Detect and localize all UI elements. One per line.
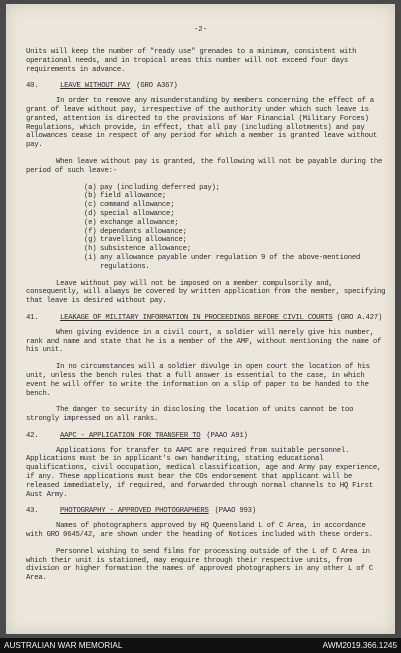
section-number: 42. — [26, 431, 39, 440]
section-number: 43. — [26, 507, 39, 516]
section-paragraph: Personnel wishing to send films for processing outside of the L of C Area in which their unit is stationed, may enquire through their respective units, from division or higher formation the names of approved photographers in any other L of C Area. — [26, 547, 373, 583]
document-body — [26, 48, 386, 591]
section-paragraph: In no circumstances will a soldier divulge in open court the location of his unit, unless the bench rules that a full answer is essential to the case, in which event he will offer to write the information on a slip of paper to be handed to the bench. — [26, 363, 370, 398]
list-item: (a) pay (including deferred pay); — [84, 183, 220, 192]
section-reference: (GRO A367) — [136, 82, 178, 91]
archive-footer — [0, 638, 401, 653]
list-item: (i) any allowance payable under regulation 9 of the above-mentioned regulations. — [84, 253, 361, 271]
footer-source: AUSTRALIAN WAR MEMORIAL — [4, 641, 123, 650]
section-paragraph: Applications for transfer to AAPC are required from suitable personnel. Applications must be in applicant's own handwriting, stating educational qualifications, civil occupation, medical classification, age and Army pay experience, if any. These applications must bear the COs endorsement that applicant will be released immediately, if required, and forwarded through normal channels to HQ First Aust Army. — [26, 446, 382, 499]
section-reference: (PAAO A91) — [206, 431, 248, 440]
page-number: -2- — [193, 26, 208, 34]
section-paragraph: When giving evidence in a civil court, a soldier will merely give his number, rank and name and state that he is a member of the AMF, without mentioning the name of his unit. — [26, 328, 382, 355]
document-page — [6, 4, 395, 634]
section-title: AAPC - APPLICATION FOR TRANSFER TO — [60, 431, 201, 440]
section-number: 41. — [26, 313, 39, 322]
list-item: (b) field allowance; — [84, 192, 167, 201]
list-item: (e) exchange allowance; — [84, 218, 179, 227]
list-item: (c) command allowance; — [84, 201, 175, 210]
section-paragraph: When leave without pay is granted, the following will not be payable during the period of such leave:- — [26, 157, 383, 175]
section-number: 40. — [26, 82, 39, 91]
section-reference: (PAAO 993) — [214, 507, 256, 516]
section-title: LEAVE WITHOUT PAY — [60, 82, 131, 91]
intro-paragraph: Units will keep the number of "ready use" grenades to a minimum, consistent with operational needs, and in tropical areas this number will not exceed four days requirements in advance. — [26, 48, 357, 74]
section-paragraph: Names of photographers approved by HQ Queensland L of C Area, in accordance with GRO 0645/42, are shown under the heading of Notices included with these orders. — [26, 522, 373, 540]
section-heading — [26, 314, 386, 323]
allowance-list — [84, 184, 386, 272]
section-paragraph: In order to remove any misunderstanding by members concerning the effect of a grant of leave without pay, irrespective of the authority under which such leave is granted, attention is directed to the provisions of War Financial (Military Forces) Regulations, which provide, in effect, that all pay (including allotments) and pay allowances cease in respect of any period for which a member is granted leave without pay. — [26, 97, 377, 150]
section-paragraph: The danger to security in disclosing the location of units cannot be too strongly impressed on all ranks. — [26, 406, 354, 424]
section-heading — [26, 82, 386, 91]
section-reference: (GRO A.427) — [336, 313, 383, 322]
section-title: LEAKAGE OF MILITARY INFORMATION IN PROCEEDINGS BEFORE CIVIL COURTS — [60, 313, 333, 322]
footer-accession-number: AWM2019.366.1245 — [322, 641, 397, 650]
section-paragraph: Leave without pay will not be imposed on a member compulsorily and, consequently, will always be covered by written application from the member, specifying that leave is desired without pay. — [26, 279, 386, 306]
list-item: (d) special allowance; — [84, 209, 175, 218]
section-heading — [26, 432, 386, 441]
list-item: (g) travelling allowance; — [84, 236, 187, 245]
section-heading — [26, 507, 386, 516]
list-item: (h) subsistence allowance; — [84, 245, 191, 254]
section-title: PHOTOGRAPHY - APPROVED PHOTOGRAPHERS — [60, 507, 209, 516]
list-item: (f) dependants allowance; — [84, 227, 187, 236]
